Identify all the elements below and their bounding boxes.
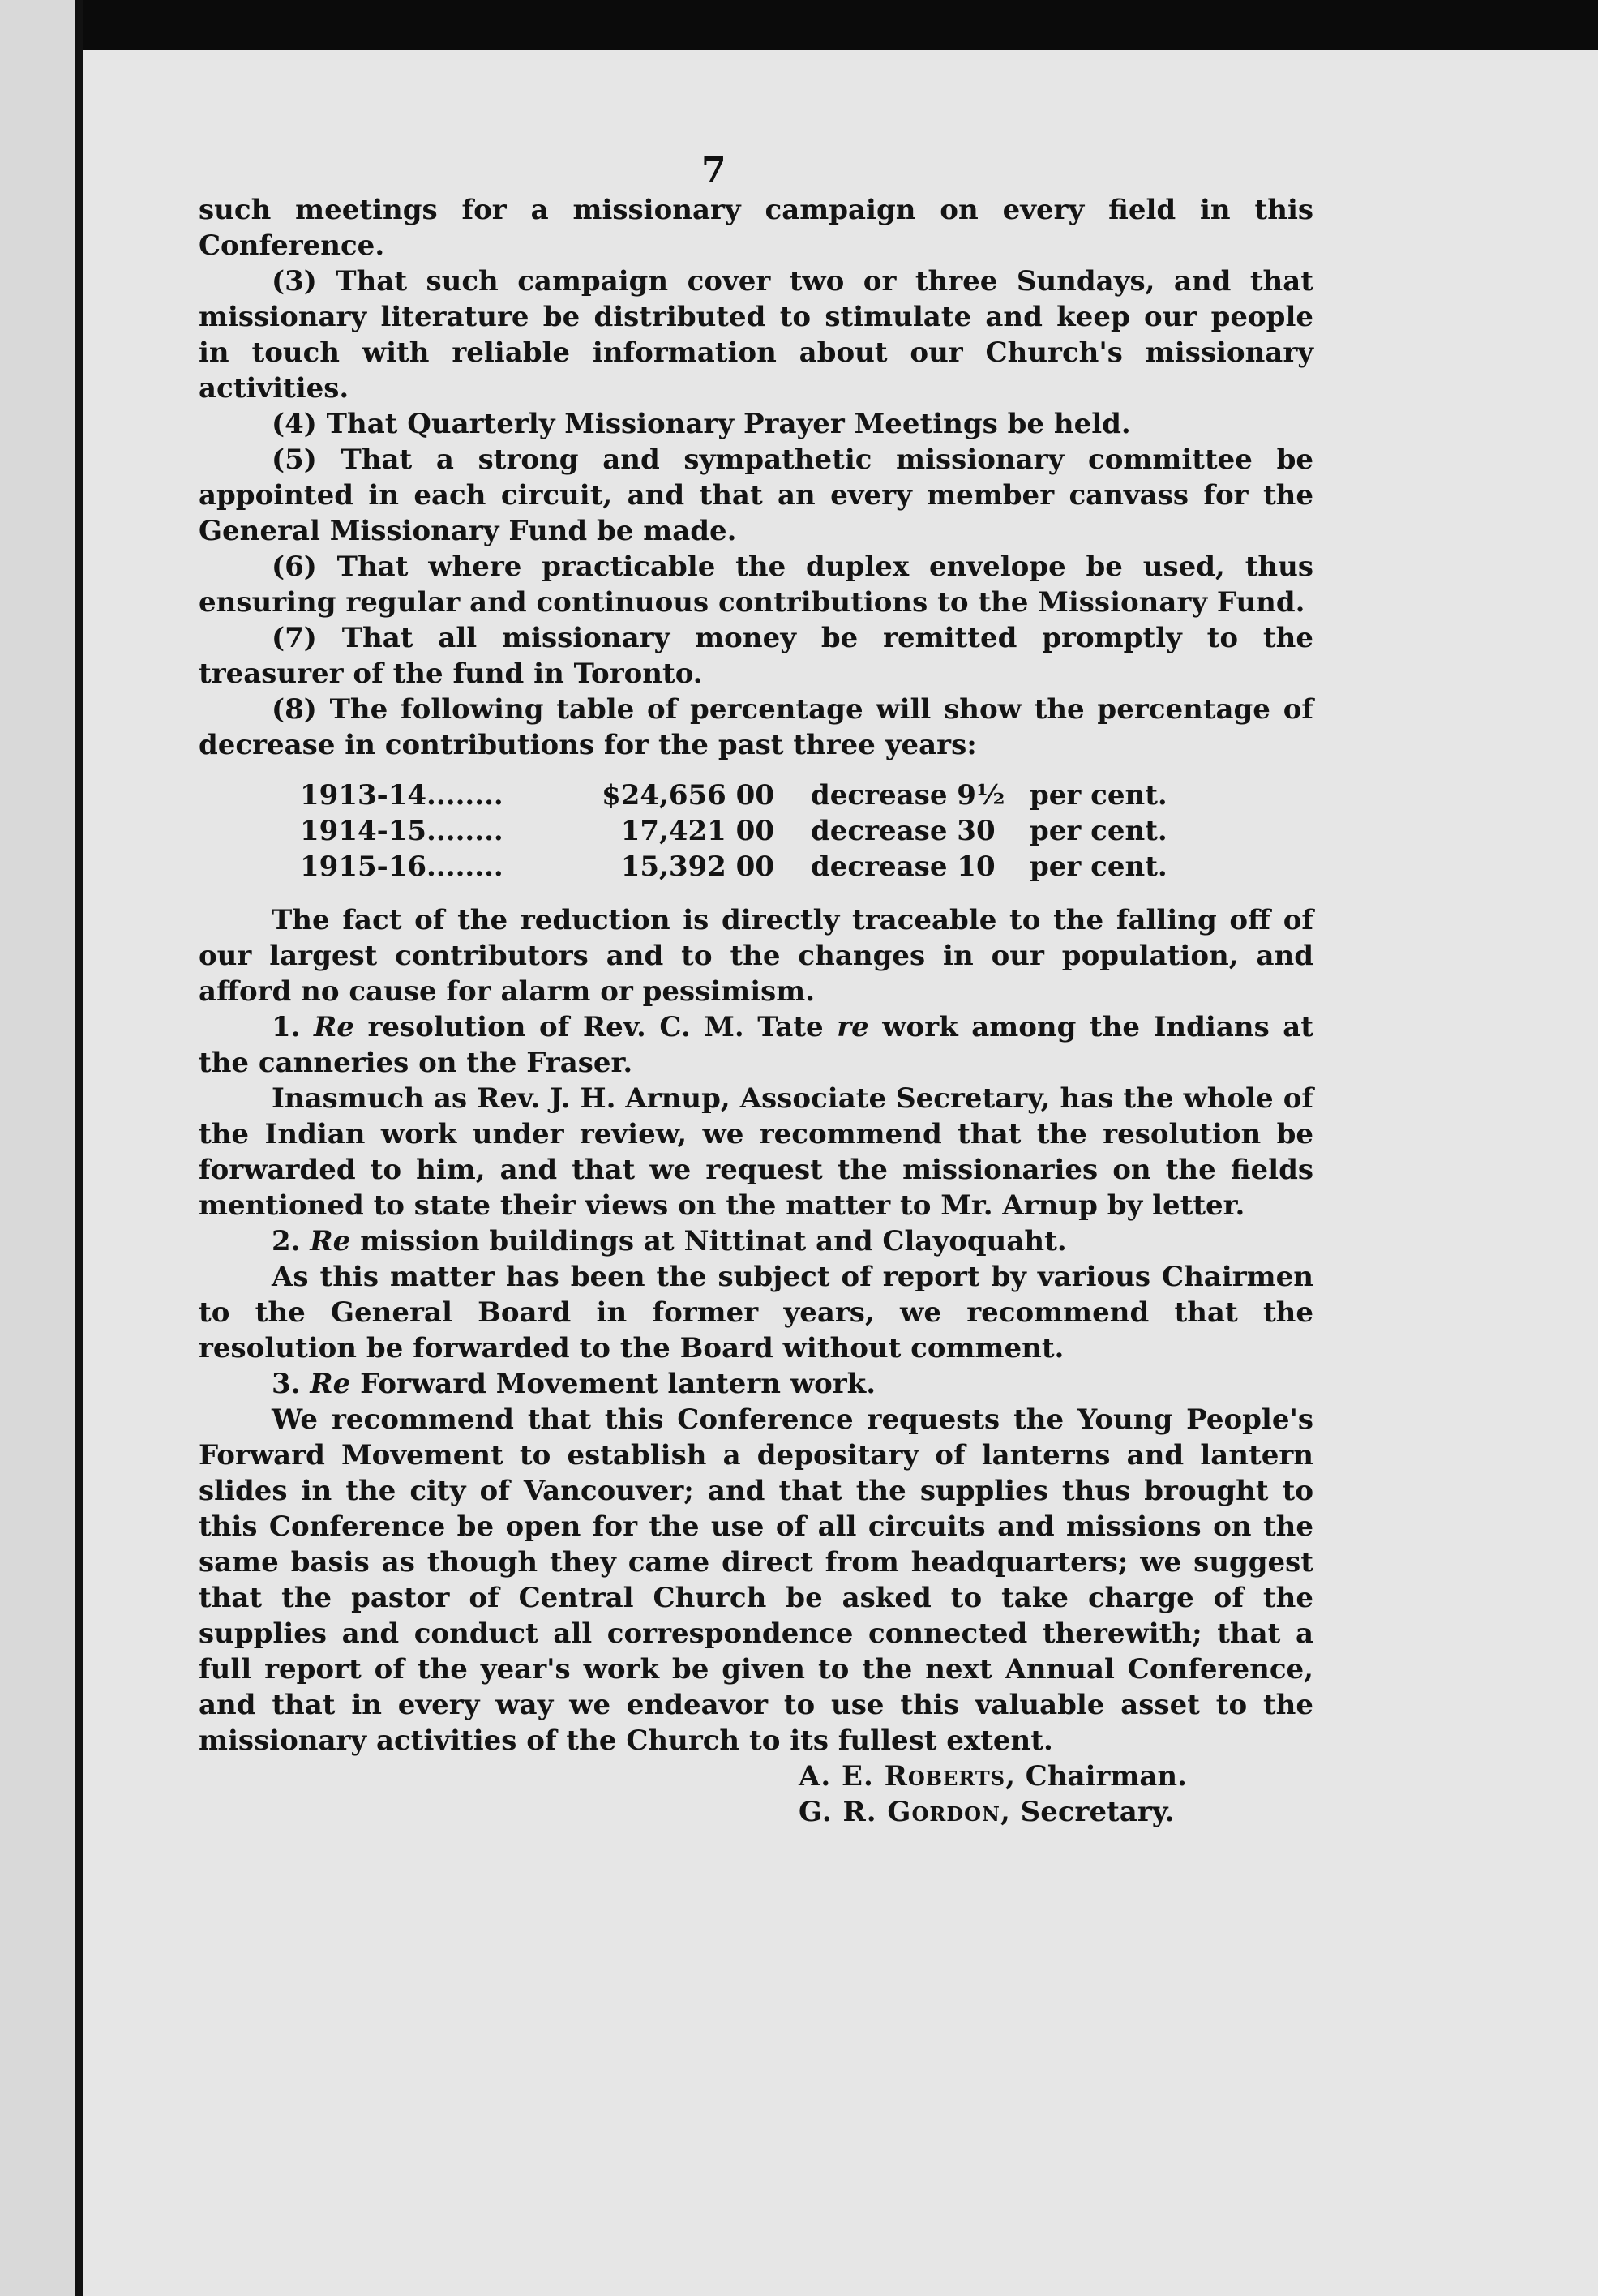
table-row <box>300 813 1313 849</box>
table-year: 1915-16........ <box>300 850 503 883</box>
paragraph-item-4: (4) That Quarterly Missionary Prayer Meetings be held. <box>272 408 1131 440</box>
table-unit: per cent. <box>1030 779 1167 812</box>
table-unit: per cent. <box>1030 850 1167 883</box>
paragraph-item-6: (6) That where practicable the duplex envelope be used, thus ensuring regular and continuous contributions to the Missionary Fund. <box>199 550 1313 619</box>
table-unit: per cent. <box>1030 815 1167 847</box>
secretary-name: G. R. Gordon, <box>799 1796 1011 1828</box>
item-3-number: 3. <box>272 1368 301 1400</box>
signature-chairman <box>799 1758 1313 1794</box>
paragraph-item-8: (8) The following table of percentage will show the percentage of decrease in contributions for the past three years: <box>199 693 1313 761</box>
item-1-text: resolution of Rev. C. M. Tate <box>367 1011 824 1043</box>
item-3-re: Re <box>310 1368 351 1400</box>
item-2-heading <box>199 1223 1313 1259</box>
paragraph-item-3: (3) That such campaign cover two or three Sundays, and that missionary literature be distributed to stimulate and keep our people in touch with reliable information about our Church's missionary activities. <box>199 265 1313 405</box>
table-row <box>300 777 1313 813</box>
table-amount: $24,656 00 <box>602 779 774 812</box>
item-2-re: Re <box>310 1225 351 1257</box>
paragraph-chairmen: As this matter has been the subject of report by various Chairmen to the General Board in former years, we recommend that the resolution be forwarded to the Board without comment. <box>199 1261 1313 1364</box>
page-body <box>199 192 1313 1830</box>
secretary-title: Secretary. <box>1020 1796 1175 1828</box>
item-1-heading <box>199 1009 1313 1081</box>
item-2-number: 2. <box>272 1225 301 1257</box>
item-2-text: mission buildings at Nittinat and Clayoquaht. <box>360 1225 1067 1257</box>
item-1-re: Re <box>314 1011 354 1043</box>
paragraph-arnup: Inasmuch as Rev. J. H. Arnup, Associate Secretary, has the whole of the Indian work under review, we recommend that the resolution be forwarded to him, and that we request the missionaries on the fields mentioned to state their views on the matter to Mr. Arnup by letter. <box>199 1082 1313 1222</box>
paragraph-meetings: such meetings for a missionary campaign on every field in this Conference. <box>199 194 1313 262</box>
table-year: 1913-14........ <box>300 779 503 812</box>
item-3-text: Forward Movement lantern work. <box>360 1368 876 1400</box>
paragraph-reduction: The fact of the reduction is directly traceable to the falling off of our largest contributors and to the changes in our population, and afford no cause for alarm or pessimism. <box>199 904 1313 1008</box>
paragraph-lantern: We recommend that this Conference requests the Young People's Forward Movement to establish a depositary of lanterns and lantern slides in the city of Vancouver; and that the supplies thus brought to this Conference be open for the use of all circuits and missions on the same basis as though they came direct from headquarters; we suggest that the pastor of Central Church be asked to take charge of the supplies and conduct all correspondence connected therewith; that a full report of the year's work be given to the next Annual Conference, and that in every way we endeavor to use this valuable asset to the missionary activities of the Church to its fullest extent. <box>199 1403 1313 1757</box>
item-3-heading <box>199 1366 1313 1402</box>
paragraph-item-7: (7) That all missionary money be remitted promptly to the treasurer of the fund in Toronto. <box>199 622 1313 690</box>
paragraph-item-5: (5) That a strong and sympathetic missionary committee be appointed in each circuit, and that an every member canvass for the General Missionary Fund be made. <box>199 443 1313 547</box>
table-year: 1914-15........ <box>300 815 503 847</box>
decrease-table <box>300 777 1313 885</box>
table-decrease: decrease 9½ <box>811 779 1005 812</box>
facing-page-edge <box>0 0 78 2296</box>
page-number: 7 <box>701 150 726 191</box>
signature-secretary <box>799 1794 1313 1830</box>
table-amount: 17,421 00 <box>620 815 774 847</box>
item-1-number: 1. <box>272 1011 301 1043</box>
chairman-title: Chairman. <box>1025 1760 1187 1793</box>
item-1-text2: work among the Indians at the canneries on the Fraser. <box>199 1011 1313 1079</box>
chairman-name: A. E. Roberts, <box>799 1760 1016 1793</box>
item-1-re2: re <box>837 1011 869 1043</box>
table-amount: 15,392 00 <box>620 850 774 883</box>
table-decrease: decrease 10 <box>811 850 996 883</box>
table-decrease: decrease 30 <box>811 815 996 847</box>
table-row <box>300 849 1313 885</box>
